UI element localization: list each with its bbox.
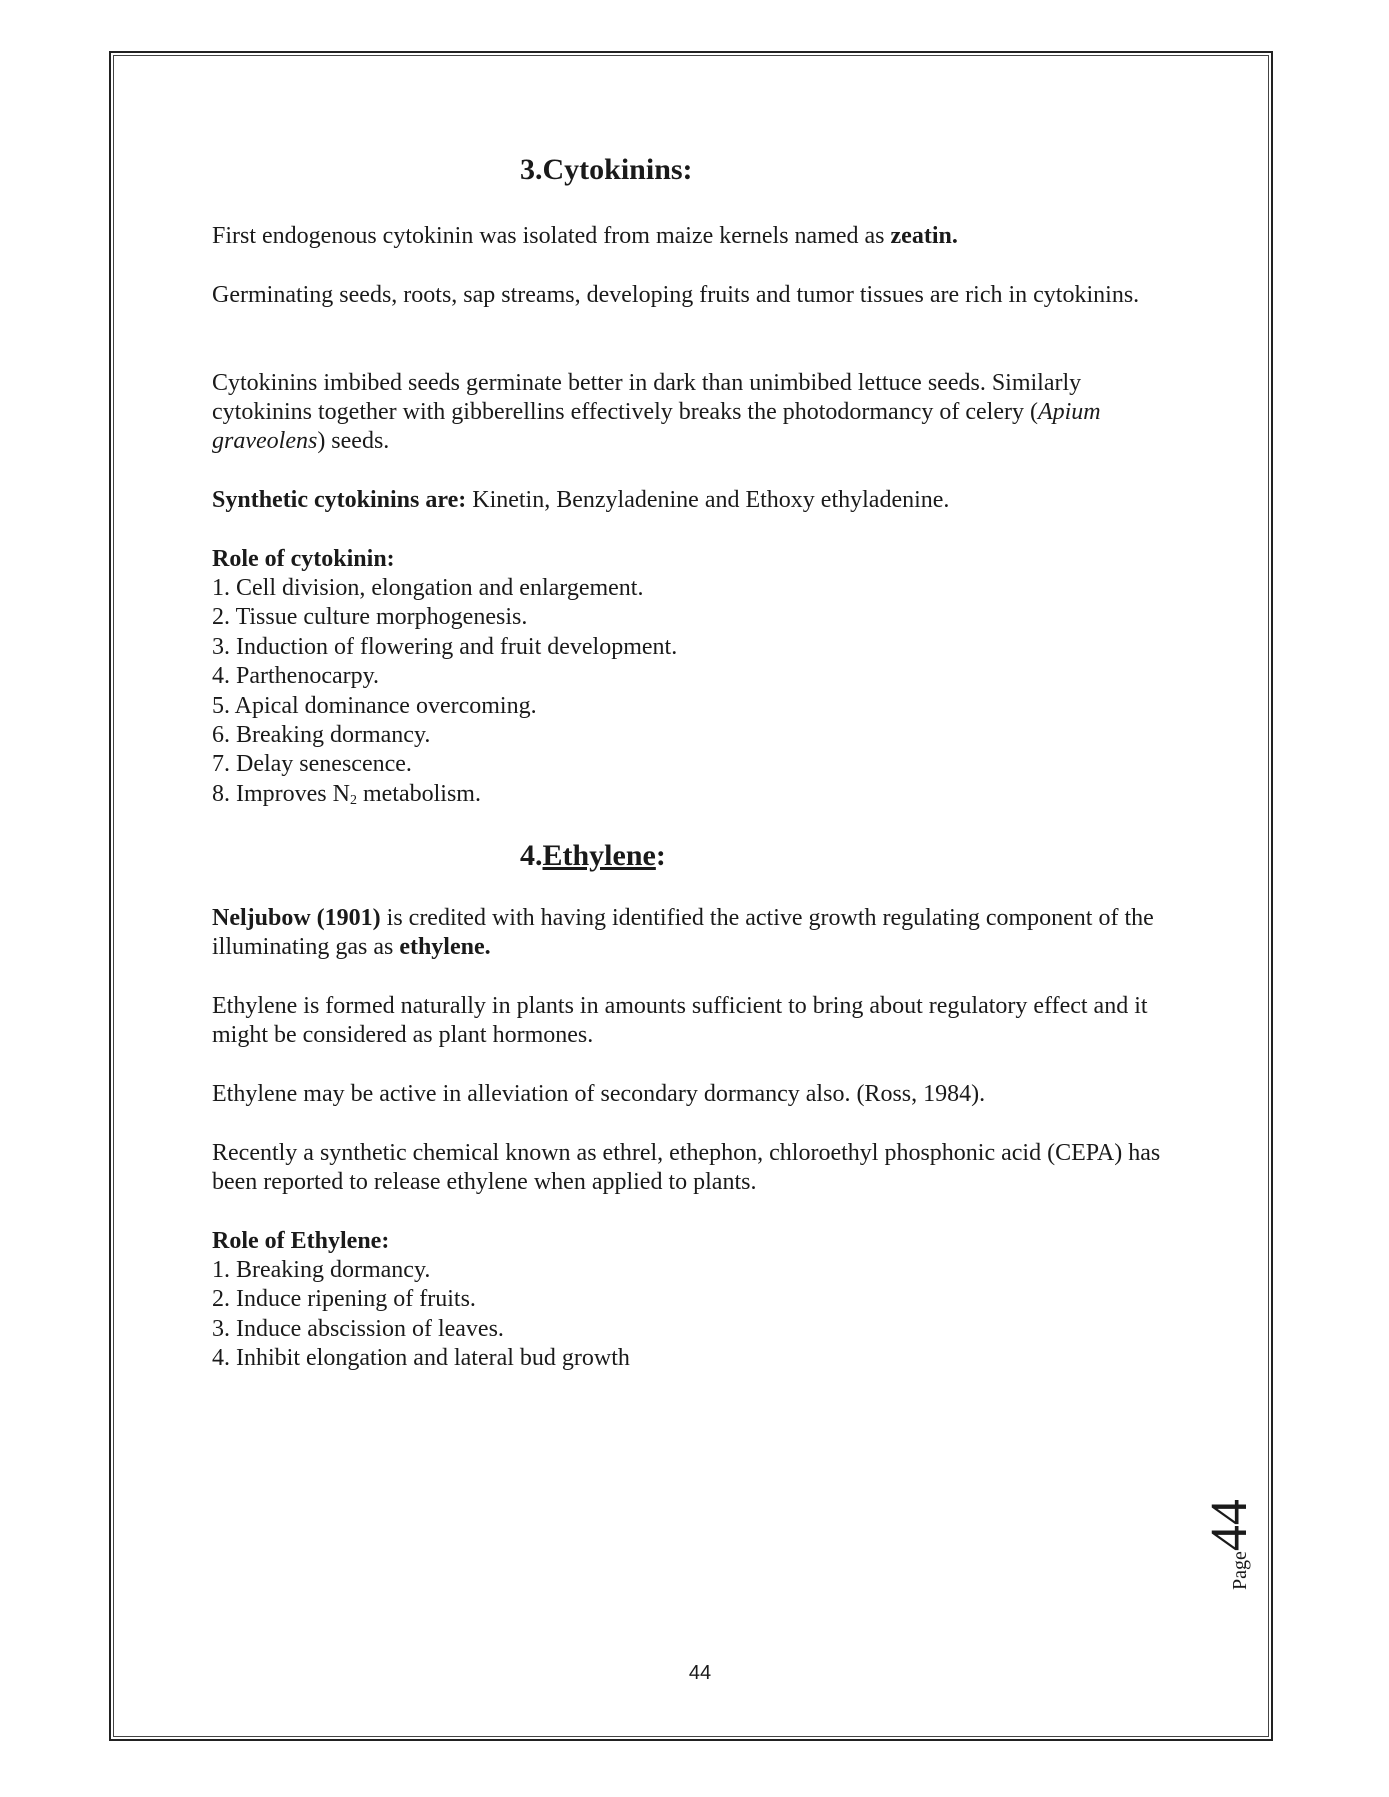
list-item: 4. Parthenocarpy. xyxy=(212,663,380,690)
list-item: 4. Inhibit elongation and lateral bud growth xyxy=(212,1345,630,1372)
role-ethylene-list xyxy=(212,1256,630,1374)
paragraph-dormancy: Ethylene may be active in alleviation of secondary dormancy also. (Ross, 1984). xyxy=(212,1081,986,1107)
role-cytokinin-heading: Role of cytokinin: xyxy=(212,546,395,572)
paragraph-zeatin: First endogenous cytokinin was isolated from maize kernels named as zeatin. xyxy=(212,223,958,249)
list-item: 1. Breaking dormancy. xyxy=(212,1257,431,1283)
list-item: 2. Induce ripening of fruits. xyxy=(212,1286,476,1313)
role-ethylene-heading: Role of Ethylene: xyxy=(212,1228,390,1254)
paragraph-germination: Cytokinins imbibed seeds germinate better in dark than unimbibed lettuce seeds. Similarly cytokinins together with gibberellins effectively breaks the photodormancy of celery (Apium graveolens) seeds. xyxy=(212,370,1101,454)
heading-cytokinins: 3.Cytokinins: xyxy=(520,153,693,186)
list-item: 8. Improves $N_2$ metabolism. xyxy=(212,780,481,808)
list-item: 7. Delay senescence. xyxy=(212,751,412,778)
paragraph-neljubow: Neljubow (1901) is credited with having identified the active growth regulating component of the illuminating gas as ethylene. xyxy=(212,905,1154,960)
list-item: 5. Apical dominance overcoming. xyxy=(212,692,537,719)
list-item: 2. Tissue culture morphogenesis. xyxy=(212,604,528,631)
heading-ethylene: 4.Ethylene: xyxy=(520,839,666,872)
paragraph-natural: Ethylene is formed naturally in plants in amounts sufficient to bring about regulatory effect and it might be considered as plant hormones. xyxy=(212,993,1148,1048)
role-cytokinin-list xyxy=(212,574,677,809)
list-item: 3. Induction of flowering and fruit development. xyxy=(212,633,678,660)
list-item: 3. Induce abscission of leaves. xyxy=(212,1315,504,1342)
paragraph-sources: Germinating seeds, roots, sap streams, developing fruits and tumor tissues are rich in cytokinins. xyxy=(212,282,1140,308)
paragraph-synthetic: Synthetic cytokinins are: Kinetin, Benzyladenine and Ethoxy ethyladenine. xyxy=(212,487,950,513)
page-number: 44 xyxy=(688,1662,712,1684)
paragraph-ethrel: Recently a synthetic chemical known as ethrel, ethephon, chloroethyl phosphonic acid (CEPA) has been reported to release ethylene when applied to plants. xyxy=(212,1140,1161,1195)
list-item: 6. Breaking dormancy. xyxy=(212,721,431,748)
side-page-label: Page44 xyxy=(1201,1499,1258,1590)
list-item: 1. Cell division, elongation and enlargement. xyxy=(212,575,644,601)
